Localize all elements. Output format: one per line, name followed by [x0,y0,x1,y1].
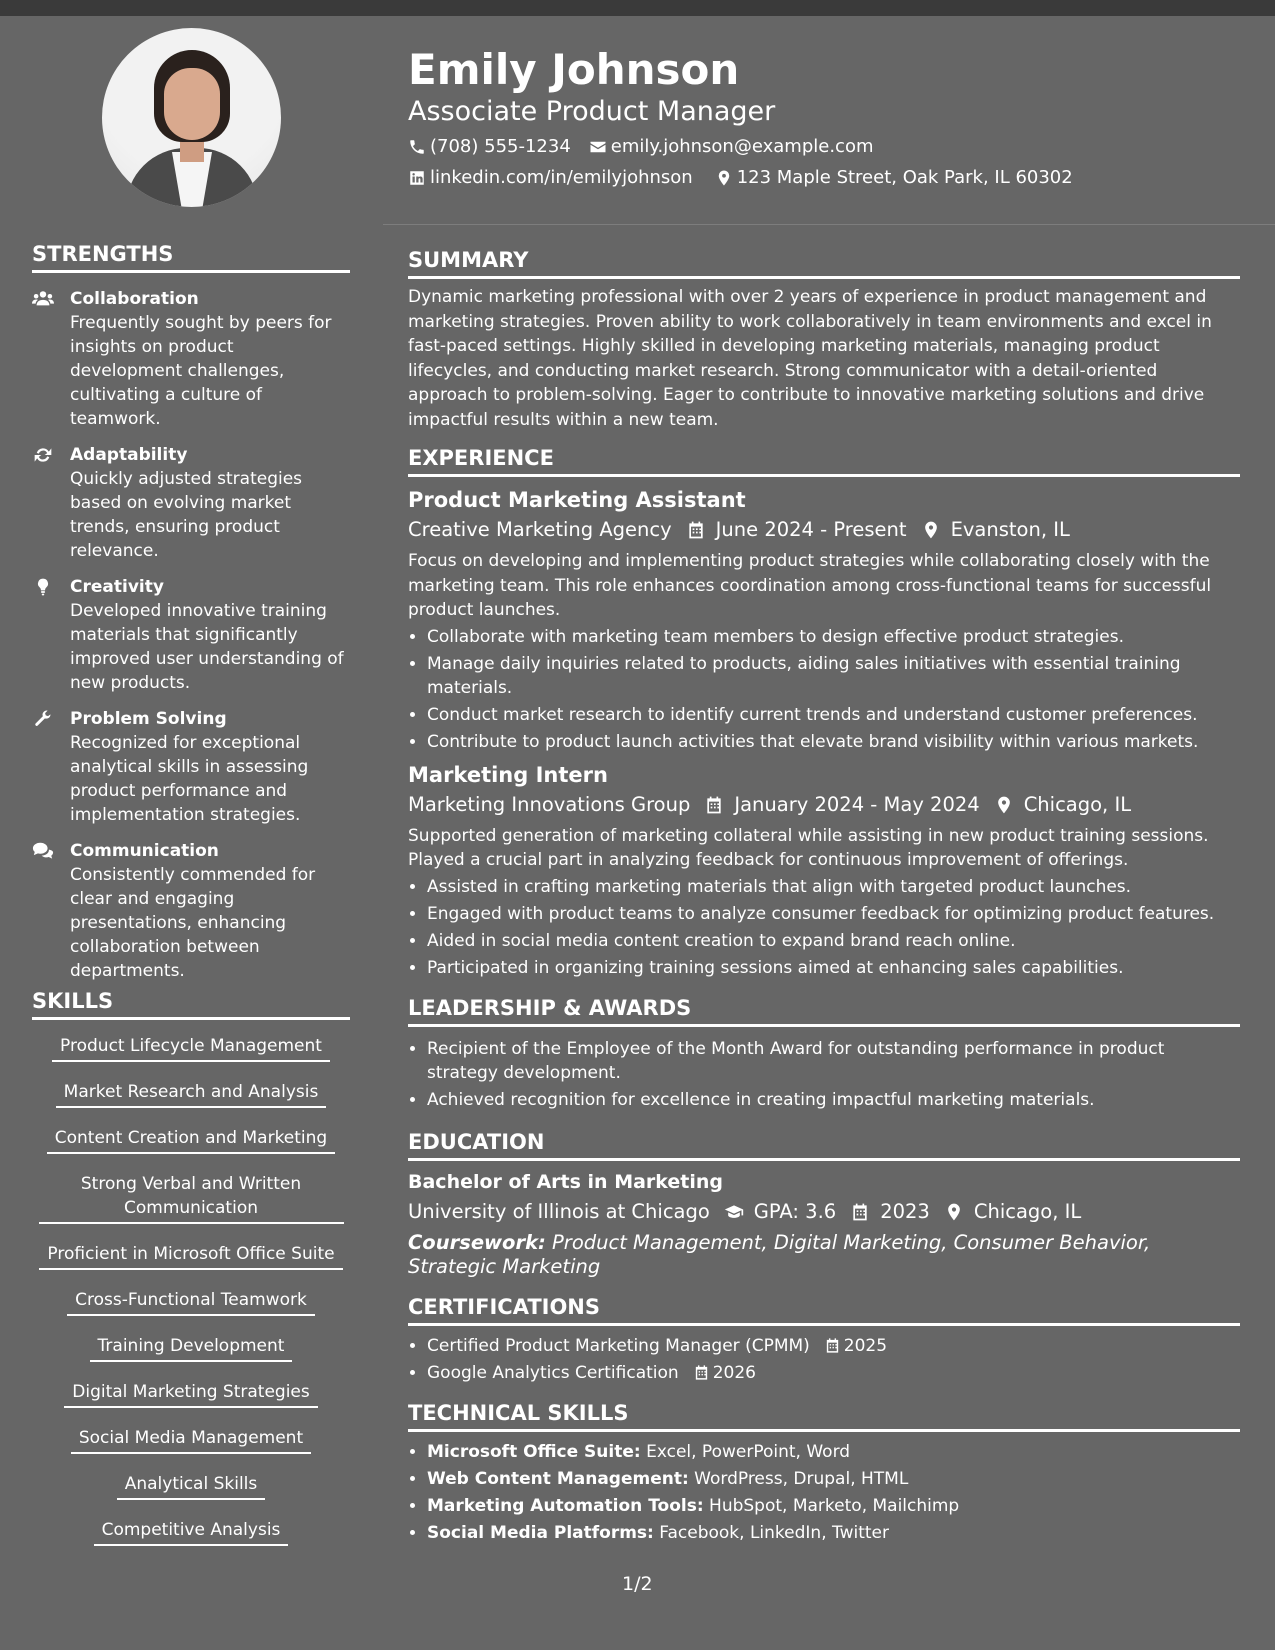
tech-value: HubSpot, Marketo, Mailchimp [709,1495,960,1516]
phone-text[interactable]: (708) 555-1234 [430,136,571,157]
bullet-item: • Assisted in crafting marketing materials that align with targeted product launches. [427,875,1240,899]
bullet-item: • Manage daily inquiries related to products, aiding sales initiatives with essential training materials. [427,652,1240,700]
strength-title: Adaptability [70,445,188,465]
degree-title: Bachelor of Arts in Marketing [408,1170,724,1193]
job-description: Supported generation of marketing collateral while assisting in new product training sessions. Played a crucial part in analyzing feedback for continuous improvement of offerings. [408,825,1209,870]
job-role: Associate Product Manager [408,96,776,127]
skill-item: Product Lifecycle Management [32,1034,350,1062]
users-icon [32,289,56,309]
skill-item: Competitive Analysis [32,1518,350,1546]
linkedin-item [408,166,693,190]
map-marker-icon [944,1202,964,1222]
strengths-heading: STRENGTHS [32,240,350,273]
coursework-label: Coursework: [408,1230,546,1254]
education-meta [408,1197,1240,1227]
strength-item [32,443,350,563]
strengths-section [32,240,350,995]
bullet-item: • Contribute to product launch activities that elevate brand visibility within various markets. [427,730,1240,754]
job-location: Chicago, IL [1023,792,1132,816]
top-bar [0,0,1275,16]
technical-skill-item [427,1494,1240,1518]
phone-icon [408,138,426,156]
certification-item [427,1361,1240,1385]
bullet-item: • Aided in social media content creation to expand brand reach online. [427,929,1240,953]
technical-skill-item [427,1521,1240,1545]
coursework [408,1231,1240,1279]
wrench-icon [32,709,56,729]
technical-skill-item [427,1440,1240,1464]
strength-desc: Quickly adjusted strategies based on evolving market trends, ensuring product relevance. [70,469,303,561]
skill-item: Strong Verbal and Written Communication [39,1172,344,1224]
coursework-text: Product Management, Digital Marketing, Consumer Behavior, Strategic Marketing [408,1230,1151,1278]
map-marker-icon [715,169,733,187]
tech-label: Social Media Platforms: [427,1522,654,1543]
strength-desc: Frequently sought by peers for insights on product development challenges, cultivating a culture of teamwork. [70,313,332,429]
technical-skill-item [427,1467,1240,1491]
strength-title: Problem Solving [70,709,227,729]
skill-item: Digital Marketing Strategies [32,1380,350,1408]
strength-item [32,575,350,695]
email-item [589,135,874,159]
strength-item [32,707,350,827]
address-item [715,166,1073,190]
skill-item: Market Research and Analysis [32,1080,350,1108]
page-number: 1/2 [622,1573,653,1595]
candidate-name: Emily Johnson [408,45,740,94]
education-heading: EDUCATION [408,1128,1240,1161]
calendar-icon [850,1202,870,1222]
skills-heading: SKILLS [32,987,350,1020]
school-name: University of Illinois at Chicago [408,1199,710,1223]
graduation-cap-icon [724,1202,744,1222]
job-dates: June 2024 - Present [715,518,907,541]
calendar-icon [824,1337,841,1354]
certification-name: • Certified Product Marketing Manager (CPMM) [427,1335,810,1356]
calendar-icon [704,795,724,815]
award-item: • Recipient of the Employee of the Month Award for outstanding performance in product strategy development. [427,1037,1240,1085]
bullet-item: • Engaged with product teams to analyze consumer feedback for optimizing product features. [427,902,1240,926]
gpa-text: GPA: 3.6 [753,1199,837,1223]
certification-item [427,1334,1240,1358]
skill-item: Proficient in Microsoft Office Suite [32,1242,350,1270]
school-location: Chicago, IL [973,1199,1082,1223]
linkedin-icon [408,169,426,187]
leadership-heading: LEADERSHIP & AWARDS [408,994,1240,1027]
skill-item: Cross-Functional Teamwork [32,1288,350,1316]
linkedin-text[interactable]: linkedin.com/in/emilyjohnson [430,167,693,188]
company-name: Creative Marketing Agency [408,518,672,541]
tech-value: Facebook, LinkedIn, Twitter [659,1522,889,1543]
experience-heading: EXPERIENCE [408,444,1240,477]
calendar-icon [686,520,706,540]
main-column [408,240,1240,1548]
job-description: Focus on developing and implementing product strategies while collaborating closely with the marketing team. This role enhances coordination among cross-functional teams for successful product launches. [408,551,1212,620]
skill-item: Content Creation and Marketing [32,1126,350,1154]
certifications-list [408,1334,1240,1385]
calendar-icon [693,1364,710,1381]
leadership-list [408,1037,1240,1112]
skill-item: Training Development [32,1334,350,1362]
bullet-item: • Participated in organizing training sessions aimed at enhancing sales capabilities. [427,956,1240,980]
phone-item [408,135,571,159]
map-marker-icon [921,520,941,540]
strength-desc: Developed innovative training materials that significantly improved user understanding of new products. [70,601,344,693]
job-dates: January 2024 - May 2024 [734,792,980,816]
job-bullets [408,875,1240,980]
certifications-heading: CERTIFICATIONS [408,1293,1240,1326]
award-item: • Achieved recognition for excellence in creating impactful marketing materials. [427,1088,1240,1112]
graduation-year: 2023 [880,1199,930,1223]
technical-skills-list [408,1440,1240,1545]
address-text: 123 Maple Street, Oak Park, IL 60302 [736,167,1073,188]
strength-item [32,839,350,983]
bullet-item: • Collaborate with marketing team members to design effective product strategies. [427,625,1240,649]
bullet-item: • Conduct market research to identify current trends and understand customer preferences. [427,703,1240,727]
strength-desc: Recognized for exceptional analytical skills in assessing product performance and implementation strategies. [70,733,309,825]
map-marker-icon [994,795,1014,815]
tech-label: Marketing Automation Tools: [427,1495,704,1516]
refresh-icon [32,445,56,465]
profile-photo [102,28,281,207]
certification-year: 2025 [843,1335,888,1356]
summary-heading: SUMMARY [408,246,1240,279]
job-entry [408,485,1240,754]
contact-row-1 [408,135,891,159]
tech-label: Microsoft Office Suite: [427,1441,641,1462]
email-text[interactable]: emily.johnson@example.com [610,136,874,157]
tech-value: WordPress, Drupal, HTML [694,1468,909,1489]
strength-item [32,287,350,431]
certification-name: • Google Analytics Certification [427,1362,679,1383]
job-meta [408,515,1240,545]
envelope-icon [589,138,607,156]
job-entry [408,760,1240,980]
tech-label: Web Content Management: [427,1468,689,1489]
strength-title: Creativity [70,577,164,597]
strength-desc: Consistently commended for clear and engaging presentations, enhancing collaboration between departments. [70,865,316,981]
certification-year: 2026 [712,1362,756,1383]
contact-row-2 [408,166,1091,190]
skill-item: Analytical Skills [32,1472,350,1500]
job-title: Marketing Intern [408,762,608,787]
job-meta [408,790,1240,820]
job-location: Evanston, IL [950,518,1070,541]
skill-item: Social Media Management [32,1426,350,1454]
job-title: Product Marketing Assistant [408,488,746,512]
summary-text: Dynamic marketing professional with over 2 years of experience in product management and marketing strategies. Proven ability to work collaboratively in team environments and excel in fast-paced settings. Highly skilled in developing marketing materials, managing product lifecycles, and conducting market research. Strong communicator with a detail-oriented approach to problem-solving. Eager to contribute to innovative marketing solutions and drive impactful results within a new team. [408,287,1212,430]
strength-title: Collaboration [70,289,199,309]
tech-value: Excel, PowerPoint, Word [646,1441,851,1462]
technical-skills-heading: TECHNICAL SKILLS [408,1399,1240,1432]
skills-section [32,987,350,1564]
strength-title: Communication [70,841,219,861]
comments-icon [32,841,56,861]
lightbulb-icon [32,577,56,597]
skills-list [32,1034,350,1546]
header-divider [383,224,1275,225]
company-name: Marketing Innovations Group [408,792,691,816]
job-bullets [408,625,1240,754]
